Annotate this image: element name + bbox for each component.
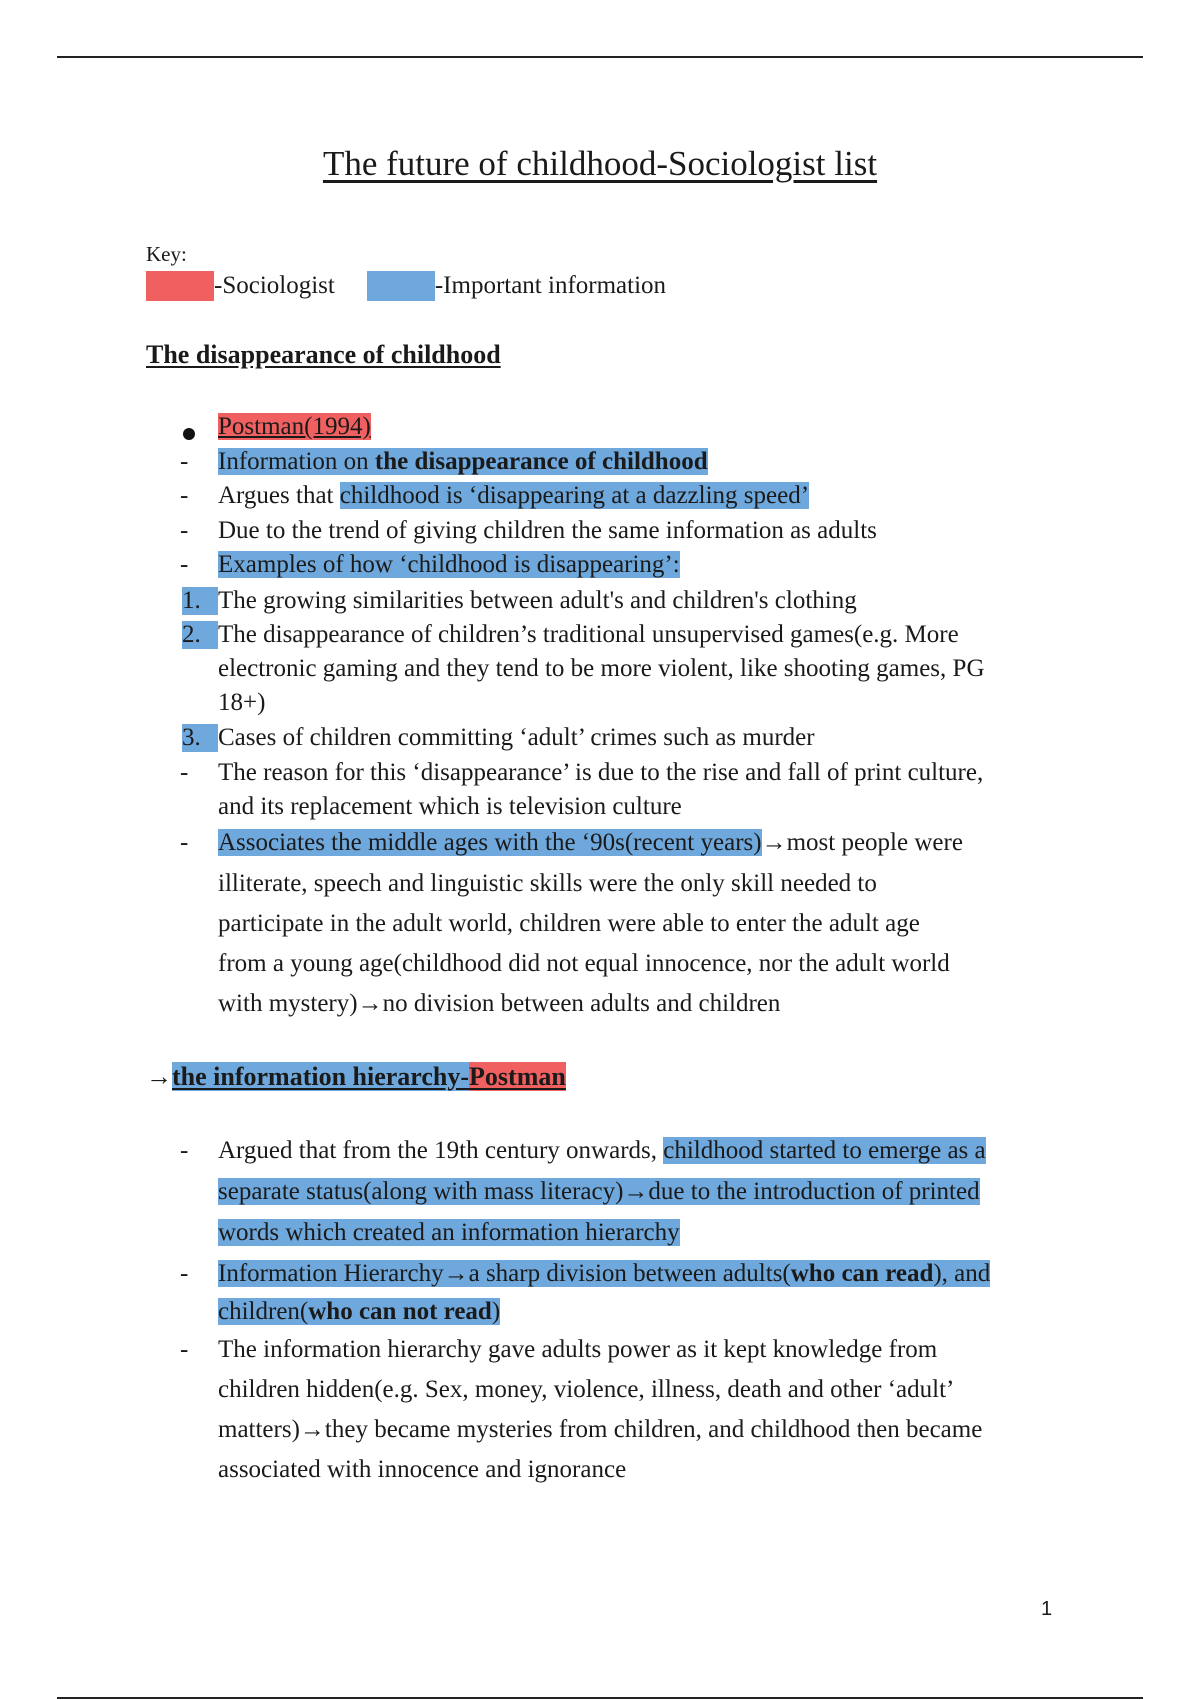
list-item-postman xyxy=(218,413,371,441)
sociologist-swatch xyxy=(146,271,214,301)
dash-marker: - xyxy=(180,1260,189,1287)
list-item-cont: from a young age(childhood did not equal innocence, nor the adult world xyxy=(218,950,950,977)
dash-marker: - xyxy=(180,759,189,786)
list-item: The information hierarchy gave adults power as it kept knowledge from xyxy=(218,1336,938,1363)
highlight-text: Examples of how ‘childhood is disappearing’: xyxy=(218,551,680,578)
numbered-item-cont: electronic gaming and they tend to be more violent, like shooting games, PG xyxy=(218,655,985,682)
highlight-text: Information Hierarchy→a sharp division between adults( xyxy=(218,1260,791,1287)
sociologist-key-text: -Sociologist xyxy=(214,272,335,299)
highlight-text: separate status(along with mass literacy)→due to the introduction of printed xyxy=(218,1178,980,1205)
section-heading-hierarchy xyxy=(146,1062,566,1092)
highlight-text: childhood started to emerge as a xyxy=(663,1137,986,1164)
list-item xyxy=(218,482,809,510)
numbered-item-cont: 18+) xyxy=(218,689,266,716)
key-legend xyxy=(146,271,666,301)
list-item-cont: illiterate, speech and linguistic skills were the only skill needed to xyxy=(218,870,877,897)
list-item-cont xyxy=(218,1298,500,1326)
dash-marker: - xyxy=(180,551,189,578)
dash-marker: - xyxy=(180,517,189,544)
highlight-bold-text: who can not read xyxy=(308,1298,492,1325)
highlight-text: words which created an information hierarchy xyxy=(218,1219,680,1246)
numbered-marker: 2. xyxy=(182,621,218,649)
highlight-text: ), and xyxy=(933,1260,991,1287)
bullet-icon xyxy=(183,428,195,440)
page-number: 1 xyxy=(1041,1598,1053,1620)
text: Argued that from the 19th century onwards, xyxy=(218,1137,664,1164)
list-item xyxy=(218,829,963,857)
key-label: Key: xyxy=(146,242,187,266)
sociologist-name: Postman(1994) xyxy=(218,413,371,440)
highlight-text: ) xyxy=(491,1298,501,1325)
numbered-marker: 3. xyxy=(182,724,218,752)
list-item-cont: participate in the adult world, children were able to enter the adult age xyxy=(218,910,920,937)
sociologist-name: Postman xyxy=(469,1062,566,1091)
list-item xyxy=(218,551,680,579)
list-item-cont: children hidden(e.g. Sex, money, violence, illness, death and other ‘adult’ xyxy=(218,1376,955,1403)
bottom-rule xyxy=(57,1697,1143,1699)
dash-marker: - xyxy=(180,482,189,509)
highlight-text: childhood is ‘disappearing at a dazzling speed’ xyxy=(339,482,810,509)
arrow-icon: → xyxy=(146,1062,172,1091)
list-item: The reason for this ‘disappearance’ is due to the rise and fall of print culture, xyxy=(218,759,984,786)
section-heading-disappearance: The disappearance of childhood xyxy=(146,340,501,369)
list-item xyxy=(218,1260,990,1288)
numbered-item: Cases of children committing ‘adult’ crimes such as murder xyxy=(218,724,815,751)
numbered-item: The growing similarities between adult's and children's clothing xyxy=(218,587,857,614)
list-item xyxy=(218,1137,986,1165)
numbered-item: The disappearance of children’s traditional unsupervised games(e.g. More xyxy=(218,621,959,648)
list-item-cont: associated with innocence and ignorance xyxy=(218,1456,627,1483)
important-key-text: -Important information xyxy=(434,272,667,299)
dash-marker: - xyxy=(180,448,189,475)
list-item-cont: matters)→they became mysteries from children, and childhood then became xyxy=(218,1416,983,1443)
list-item-cont: and its replacement which is television culture xyxy=(218,793,682,820)
list-item-cont: with mystery)→no division between adults and children xyxy=(218,990,781,1017)
text: →most people were xyxy=(761,829,963,856)
important-info-swatch xyxy=(367,271,435,301)
highlight-text: Associates the middle ages with the ‘90s(recent years) xyxy=(218,829,762,856)
highlight-bold-text: the disappearance of childhood xyxy=(374,448,708,475)
top-rule xyxy=(57,56,1143,58)
list-item-cont xyxy=(218,1178,980,1206)
highlight-text: children( xyxy=(218,1298,309,1325)
list-item xyxy=(218,448,708,476)
dash-marker: - xyxy=(180,1137,189,1164)
list-item: Due to the trend of giving children the same information as adults xyxy=(218,517,877,544)
page-title: The future of childhood-Sociologist list xyxy=(322,144,878,183)
highlight-bold-text: who can read xyxy=(790,1260,934,1287)
numbered-marker: 1. xyxy=(182,587,218,615)
highlight-heading: the information hierarchy- xyxy=(172,1062,470,1091)
text: Argues that xyxy=(218,482,340,509)
dash-marker: - xyxy=(180,1336,189,1363)
highlight-text: Information on xyxy=(218,448,375,475)
dash-marker: - xyxy=(180,829,189,856)
list-item-cont xyxy=(218,1219,680,1247)
